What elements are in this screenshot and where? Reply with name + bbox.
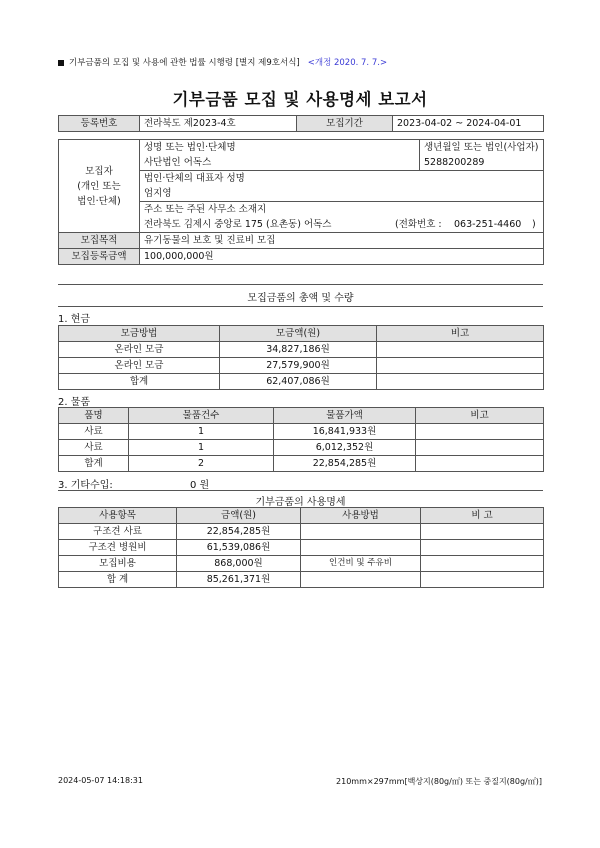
registration-number-label: 등록번호 (59, 116, 140, 132)
usage-note (421, 524, 544, 540)
table-row (59, 572, 544, 588)
usage-method (301, 540, 421, 556)
name-value: 사단법인 어독스 (140, 155, 420, 171)
cash-col-method: 모금방법 (59, 326, 220, 342)
table-row (59, 358, 544, 374)
usage-item: 구조견 병원비 (59, 540, 177, 556)
usage-note (421, 572, 544, 588)
phone-value: 063-251-4460 (454, 219, 522, 230)
usage-col-item: 사용항목 (59, 508, 177, 524)
usage-item: 구조견 사료 (59, 524, 177, 540)
document-title: 기부금품 모집 및 사용명세 보고서 (172, 90, 428, 109)
goods-col-note: 비고 (416, 408, 544, 424)
birth-value: 5288200289 (420, 155, 544, 171)
usage-method: 인건비 및 주유비 (301, 556, 421, 572)
goods-col-count: 물품건수 (129, 408, 274, 424)
usage-amount: 868,000원 (177, 556, 301, 572)
divider (58, 490, 543, 491)
table-row (59, 424, 544, 440)
cash-amount: 34,827,186원 (220, 342, 377, 358)
cash-heading: 1. 현금 (58, 314, 91, 325)
cash-col-note: 비고 (377, 326, 544, 342)
goods-total-value: 22,854,285원 (274, 456, 416, 472)
cash-total-amount: 62,407,086원 (220, 374, 377, 390)
cash-col-amount: 모금액(원) (220, 326, 377, 342)
cash-method: 온라인 모금 (59, 342, 220, 358)
table-row (59, 440, 544, 456)
phone-label: (전화번호 : (395, 219, 442, 230)
purpose-label: 모집목적 (59, 233, 140, 249)
usage-col-amount: 금액(원) (177, 508, 301, 524)
goods-note (416, 456, 544, 472)
target-amount-label: 모집등록금액 (59, 249, 140, 265)
table-row (59, 540, 544, 556)
usage-amount: 61,539,086원 (177, 540, 301, 556)
cash-note (377, 358, 544, 374)
recruiter-label: 모집자 (개인 또는 법인·단체) (59, 140, 140, 233)
goods-name: 사료 (59, 424, 129, 440)
cash-note (377, 342, 544, 358)
target-amount-value: 100,000,000원 (140, 249, 544, 265)
goods-total-label: 합계 (59, 456, 129, 472)
address-row (140, 217, 544, 233)
purpose-value: 유기동물의 보호 및 진료비 모집 (140, 233, 544, 249)
square-bullet-icon (58, 60, 64, 66)
footer-timestamp: 2024-05-07 14:18:31 (58, 776, 143, 785)
address-label: 주소 또는 주된 사무소 소재지 (140, 202, 544, 218)
goods-value: 6,012,352원 (274, 440, 416, 456)
other-income-label: 3. 기타수입: (58, 480, 113, 491)
goods-count: 1 (129, 440, 274, 456)
usage-total-amount: 85,261,371원 (177, 572, 301, 588)
registration-number-value: 전라북도 제2023-4호 (140, 116, 297, 132)
usage-col-note: 비 고 (421, 508, 544, 524)
recruiter-table (58, 139, 544, 265)
address-value: 전라북도 김제시 중앙로 175 (요촌동) 어독스 (144, 219, 332, 230)
goods-total-count: 2 (129, 456, 274, 472)
revision-date: <개정 2020. 7. 7.> (307, 58, 388, 68)
usage-table (58, 507, 544, 588)
usage-note (421, 556, 544, 572)
form-reference (58, 56, 387, 68)
goods-col-value: 물품가액 (274, 408, 416, 424)
usage-heading: 기부금품의 사용명세 (255, 497, 346, 508)
period-label: 모집기간 (297, 116, 393, 132)
cash-note (377, 374, 544, 390)
usage-method (301, 572, 421, 588)
goods-note (416, 424, 544, 440)
divider (58, 306, 543, 307)
goods-note (416, 440, 544, 456)
table-row (59, 524, 544, 540)
goods-table (58, 407, 544, 472)
name-label: 성명 또는 법인·단체명 (140, 140, 420, 156)
usage-total-label: 합 계 (59, 572, 177, 588)
phone-close: ) (532, 219, 536, 230)
other-income-value: 0 원 (190, 480, 210, 491)
cash-amount: 27,579,900원 (220, 358, 377, 374)
goods-col-name: 품명 (59, 408, 129, 424)
table-row (59, 456, 544, 472)
representative-label: 법인·단체의 대표자 성명 (140, 171, 544, 187)
goods-heading: 2. 물품 (58, 397, 91, 408)
footer-paper-spec: 210mm×297mm[백상지(80g/㎡) 또는 중질지(80g/㎡)] (336, 777, 542, 786)
divider (58, 284, 543, 285)
registration-table (58, 115, 544, 132)
summary-heading: 모집금품의 총액 및 수량 (247, 293, 354, 304)
usage-method (301, 524, 421, 540)
representative-value: 엄지영 (140, 186, 544, 202)
form-reference-text: 기부금품의 모집 및 사용에 관한 법률 시행령 [별지 제9호서식] (69, 58, 300, 68)
usage-amount: 22,854,285원 (177, 524, 301, 540)
usage-note (421, 540, 544, 556)
cash-method: 온라인 모금 (59, 358, 220, 374)
cash-total-label: 합계 (59, 374, 220, 390)
usage-item: 모집비용 (59, 556, 177, 572)
goods-value: 16,841,933원 (274, 424, 416, 440)
birth-label: 생년월일 또는 법인(사업자) (420, 140, 544, 156)
table-row (59, 342, 544, 358)
usage-col-method: 사용방법 (301, 508, 421, 524)
goods-count: 1 (129, 424, 274, 440)
goods-name: 사료 (59, 440, 129, 456)
table-row (59, 374, 544, 390)
period-value: 2023-04-02 ~ 2024-04-01 (393, 116, 544, 132)
cash-table (58, 325, 544, 390)
table-row (59, 556, 544, 572)
